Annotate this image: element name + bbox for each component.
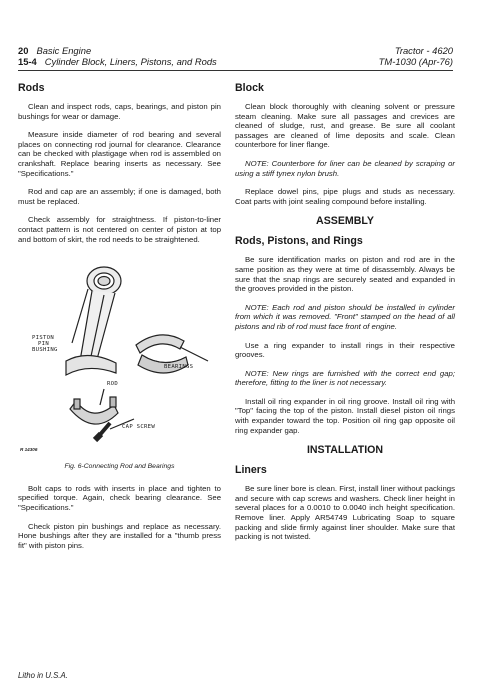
paragraph: Check piston pin bushings and replace as necessary. Hone bushings after they are installed for a "thumb press fit" with piston pins. [18,521,221,550]
paragraph: Be sure liner bore is clean. First, install liner without packings and secure with cap screws and washers. Check liner height in several places for a 0.0010 to 0.0040 inch height specification. Remove liner. Apply AR54749 Lubricating Soap to square packing and slide firmly against liner shoulder. Make sure that packing is not twisted. [235,484,455,542]
label-cap-screw: CAP SCREW [122,424,156,431]
connecting-rod-illustration [18,253,221,458]
left-column [18,78,221,559]
header-divider [18,70,453,71]
paragraph: Check assembly for straightness. If piston-to-liner contact pattern is not centered on center of piston at top and bottom of skirt, the rod needs to be straightened. [18,215,221,244]
right-column [235,78,455,551]
rods-heading: Rods [18,82,45,94]
footer-litho: Litho in U.S.A. [18,671,68,680]
liners-heading: Liners [235,464,267,477]
paragraph: Bolt caps to rods with inserts in place and tighten to specified torque. Again, check bearing clearance. See "Specifications." [18,483,221,512]
section-subtitle: Cylinder Block, Liners, Pistons, and Rods [44,56,217,67]
paragraph: Clean block thoroughly with cleaning solvent or pressure steam cleaning. Make sure all passages and crevices are cleaned of sludge, rust, and grease. Be sure all coolant passages are cleaned of lime deposits and scale. Clean counterbore for liner flange. [235,102,455,150]
label-piston-pin-bushing: PISTON PIN BUSHING [32,335,58,354]
paragraph: Be sure identification marks on piston and rod are in the same position as they were at time of disassembly. Always be sure that the snap rings are securely seated and expanded in the grooves provided in the piston. [235,255,455,294]
paragraph: Install oil ring expander in oil ring groove. Install oil ring with "Top" facing the top of the piston. Install diesel piston oil rings with expander toward the top. Position oil ring gap opposite oil ring expander gap. [235,396,455,435]
note: NOTE: New rings are furnished with the correct end gap; therefore, fitting to the liner is not necessary. [235,368,455,388]
connecting-rod-figure [18,253,221,458]
assembly-heading: ASSEMBLY [316,215,374,228]
block-heading: Block [235,82,264,94]
figure-code: R 14306 [20,447,38,453]
manual-id: TM-1030 (Apr-76) [378,56,453,67]
paragraph: Measure inside diameter of rod bearing and several places on connecting rod journal for clearance. Clearance can be checked with plastigage when rod is assembled on crankshaft. Replace bearing inserts as necessary. See "Specifications." [18,130,221,178]
paragraph: Rod and cap are an assembly; if one is damaged, both must be replaced. [18,187,221,206]
installation-heading: INSTALLATION [306,444,384,457]
label-rod: ROD [107,381,119,388]
paragraph: Use a ring expander to install rings in their respective grooves. [235,340,455,360]
page-header-right [379,45,453,67]
paragraph: Replace dowel pins, pipe plugs and studs as necessary. Coat parts with joint sealing compound before installing. [235,187,455,206]
label-bearings: BEARINGS [164,364,194,371]
sub-number: 15-4 [18,56,37,67]
paragraph: Clean and inspect rods, caps, bearings, and piston pin bushings for wear or damage. [18,102,221,121]
page-header-left [18,45,217,67]
note: NOTE: Each rod and piston should be installed in cylinder from which it was removed. "Front" stamped on the head of all pistons and rib of rod must face front of engine. [235,302,455,331]
page-number: 20 [18,45,29,56]
note: NOTE: Counterbore for liner can be cleaned by scraping or using a stiff tynex nylon brush. [235,158,455,178]
rods-pistons-rings-heading: Rods, Pistons, and Rings [235,235,363,248]
product-name: Tractor - 4620 [394,45,453,56]
section-title: Basic Engine [36,45,92,56]
figure-caption: Fig. 6-Connecting Rod and Bearings [64,463,175,471]
